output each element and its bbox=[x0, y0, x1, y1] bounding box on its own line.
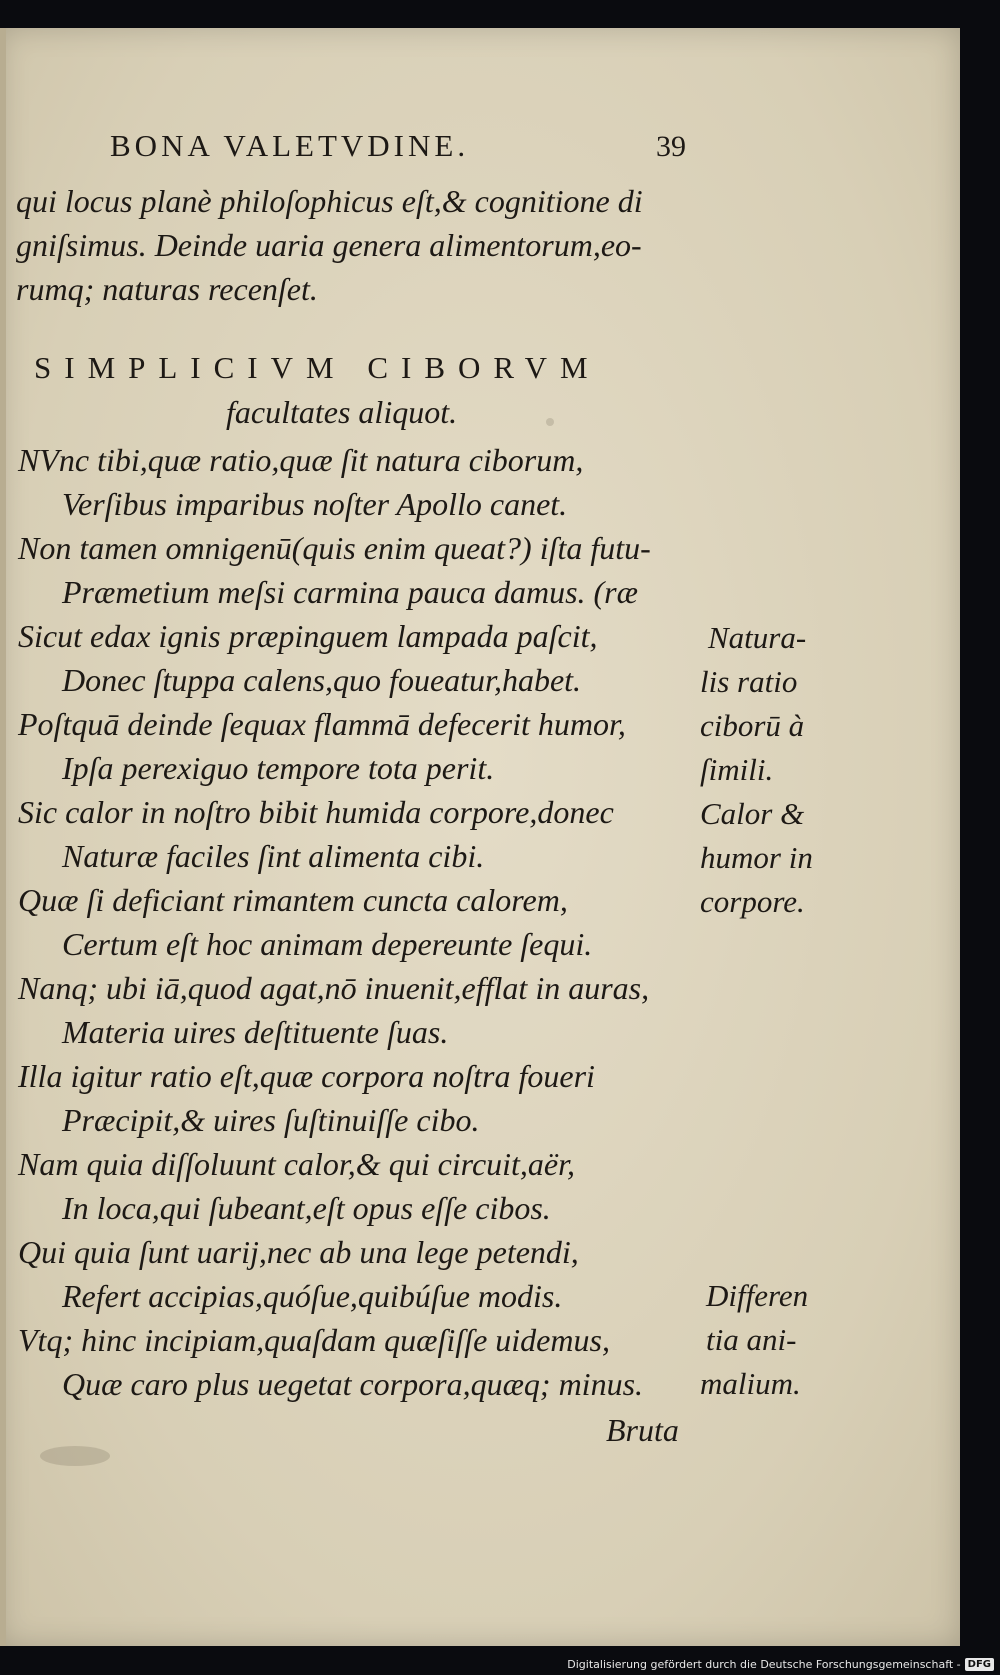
verse-line: Qui quia ſunt uarij,nec ab una lege petendi, bbox=[18, 1234, 579, 1270]
margin-note-line: tia ani- bbox=[706, 1322, 797, 1357]
verse-line: In loca,qui ſubeant,eſt opus eſſe cibos. bbox=[62, 1190, 551, 1226]
margin-note-line: ciborū à bbox=[700, 708, 805, 743]
section-title: SIMPLICIVM CIBORVM bbox=[34, 350, 601, 385]
margin-note-line: humor in bbox=[700, 840, 813, 875]
ink-smudge bbox=[546, 418, 554, 426]
verse-line: Vtq; hinc incipiam,quaſdam quæſiſſe uidemus, bbox=[18, 1322, 610, 1358]
margin-note-line: Calor & bbox=[700, 796, 805, 831]
verse-line: Ipſa perexiguo tempore tota perit. bbox=[62, 750, 495, 786]
dfg-logo: DFG bbox=[965, 1658, 994, 1671]
verse-line: NVnc tibi,quæ ratio,quæ ſit natura ciborum, bbox=[18, 442, 584, 478]
margin-note-line: corpore. bbox=[700, 884, 805, 919]
verse-line: Nanq; ubi iā,quod agat,nō inuenit,efflat in auras, bbox=[18, 970, 650, 1006]
page-number: 39 bbox=[656, 130, 686, 163]
verse-line: Præmetium meſsi carmina pauca damus. (ræ bbox=[62, 574, 638, 610]
intro-line: rumq; naturas recenſet. bbox=[16, 271, 318, 307]
margin-note-line: malium. bbox=[700, 1366, 801, 1401]
verse-line: Illa igitur ratio eſt,quæ corpora noſtra foueri bbox=[18, 1058, 595, 1094]
margin-note-line: ſimili. bbox=[700, 752, 774, 787]
verse-line: Poſtquā deinde ſequax flammā defecerit humor, bbox=[18, 706, 626, 742]
section-subtitle: facultates aliquot. bbox=[226, 394, 458, 430]
verse-line: Naturæ faciles ſint alimenta cibi. bbox=[62, 838, 485, 874]
margin-note-line: Natura- bbox=[708, 620, 807, 655]
verse-line: Non tamen omnigenū(quis enim queat?) iſta futu- bbox=[18, 530, 651, 566]
verse-line: Verſibus imparibus noſter Apollo canet. bbox=[62, 486, 568, 522]
intro-line: qui locus planè philoſophicus eſt,& cognitione di bbox=[16, 183, 643, 219]
book-page bbox=[0, 28, 960, 1646]
intro-line: gniſsimus. Deinde uaria genera alimentorum,eo- bbox=[16, 227, 642, 263]
verse-line: Donec ſtuppa calens,quo foueatur,habet. bbox=[62, 662, 582, 698]
verse-line: Nam quia diſſoluunt calor,& qui circuit,aër, bbox=[18, 1146, 576, 1182]
catchword: Bruta bbox=[606, 1412, 679, 1448]
verse-line: Quæ caro plus uegetat corpora,quæq; minus. bbox=[62, 1366, 644, 1402]
verse-line: Sicut edax ignis præpinguem lampada paſcit, bbox=[18, 618, 598, 654]
verse-line: Refert accipias,quóſue,quibúſue modis. bbox=[62, 1278, 563, 1314]
digitization-footer bbox=[567, 1655, 994, 1673]
running-title: BONA VALETVDINE. bbox=[110, 128, 470, 163]
verse-line: Sic calor in noſtro bibit humida corpore,donec bbox=[18, 794, 614, 830]
footer-text: Digitalisierung gefördert durch die Deutsche Forschungsgemeinschaft - bbox=[567, 1657, 961, 1671]
margin-note-line: Differen bbox=[706, 1278, 809, 1313]
verse-line: Quæ ſi deficiant rimantem cuncta calorem, bbox=[18, 882, 568, 918]
margin-note-line: lis ratio bbox=[700, 664, 798, 699]
ink-smudge bbox=[40, 1446, 110, 1466]
verse-line: Præcipit,& uires ſuſtinuiſſe cibo. bbox=[62, 1102, 480, 1138]
verse-line: Materia uires deſtituente ſuas. bbox=[62, 1014, 449, 1050]
verse-line: Certum eſt hoc animam depereunte ſequi. bbox=[62, 926, 593, 962]
